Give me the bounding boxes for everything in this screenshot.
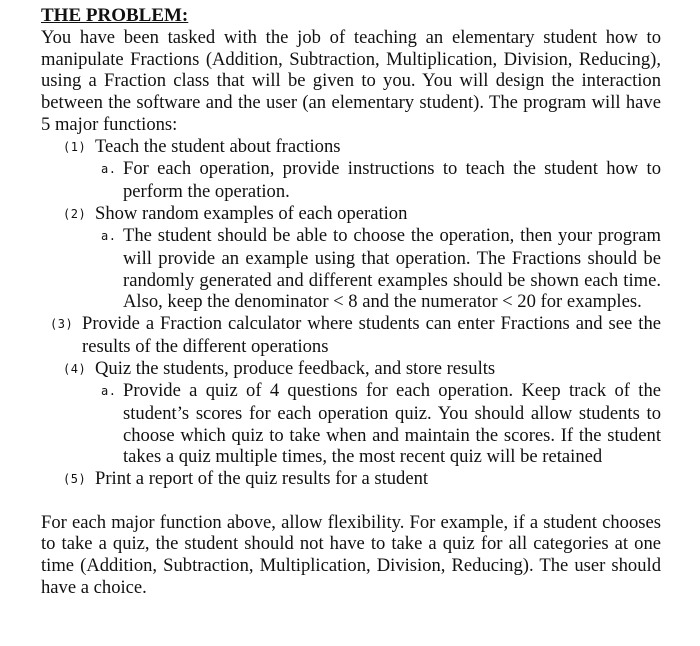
function-marker-4: (4) <box>63 361 87 376</box>
function-marker-1: (1) <box>63 139 87 154</box>
subitem-text-2a: The student should be able to choose the operation, then your program will provide an example using that operation. The Fractions should be randomly generated and different examples should be shown each time. Also, keep the denominator < 8 and the numerator < 20 for examples. <box>123 225 661 313</box>
function-marker-2: (2) <box>63 206 87 221</box>
function-item-4 <box>41 358 661 381</box>
function-text-2: Show random examples of each operation <box>95 202 408 224</box>
function-subitem-2a <box>41 225 661 313</box>
intro-paragraph: You have been tasked with the job of teaching an elementary student how to manipulate Fractions (Addition, Subtraction, Multiplication, Division, Reducing), using a Fraction class that will be given to you. You will design the interaction between the software and the user (an elementary student). The program will have 5 major functions: <box>41 27 661 135</box>
function-item-1 <box>41 136 661 159</box>
subitem-marker-4a: a. <box>101 384 117 399</box>
subitem-text-1a: For each operation, provide instructions to teach the student how to perform the operation. <box>123 158 661 202</box>
closing-paragraph: For each major function above, allow flexibility. For example, if a student chooses to take a quiz, the student should not have to take a quiz for all categories at one time (Addition, Subtraction, Multiplication, Division, Reducing). The user should have a choice. <box>41 511 661 598</box>
subitem-marker-2a: a. <box>101 229 117 244</box>
section-spacer <box>41 491 661 512</box>
function-marker-3: (3) <box>50 317 74 332</box>
function-marker-5: (5) <box>63 472 87 487</box>
document-page <box>41 5 661 599</box>
function-item-3 <box>41 313 661 357</box>
subitem-marker-1a: a. <box>101 162 117 177</box>
problem-heading: THE PROBLEM: <box>41 5 189 26</box>
function-subitem-4a <box>41 380 661 468</box>
function-item-5 <box>41 468 661 491</box>
function-text-3: Provide a Fraction calculator where students can enter Fractions and see the results of the different operations <box>82 313 661 357</box>
function-subitem-1a <box>41 158 661 202</box>
subitem-text-4a: Provide a quiz of 4 questions for each operation. Keep track of the student’s scores for each operation quiz. You should allow students to choose which quiz to take when and maintain the scores. If the student takes a quiz multiple times, the most recent quiz will be retained <box>123 380 661 468</box>
function-text-5: Print a report of the quiz results for a student <box>95 468 429 490</box>
function-text-4: Quiz the students, produce feedback, and store results <box>95 357 496 379</box>
function-item-2 <box>41 203 661 226</box>
function-text-1: Teach the student about fractions <box>95 135 341 157</box>
